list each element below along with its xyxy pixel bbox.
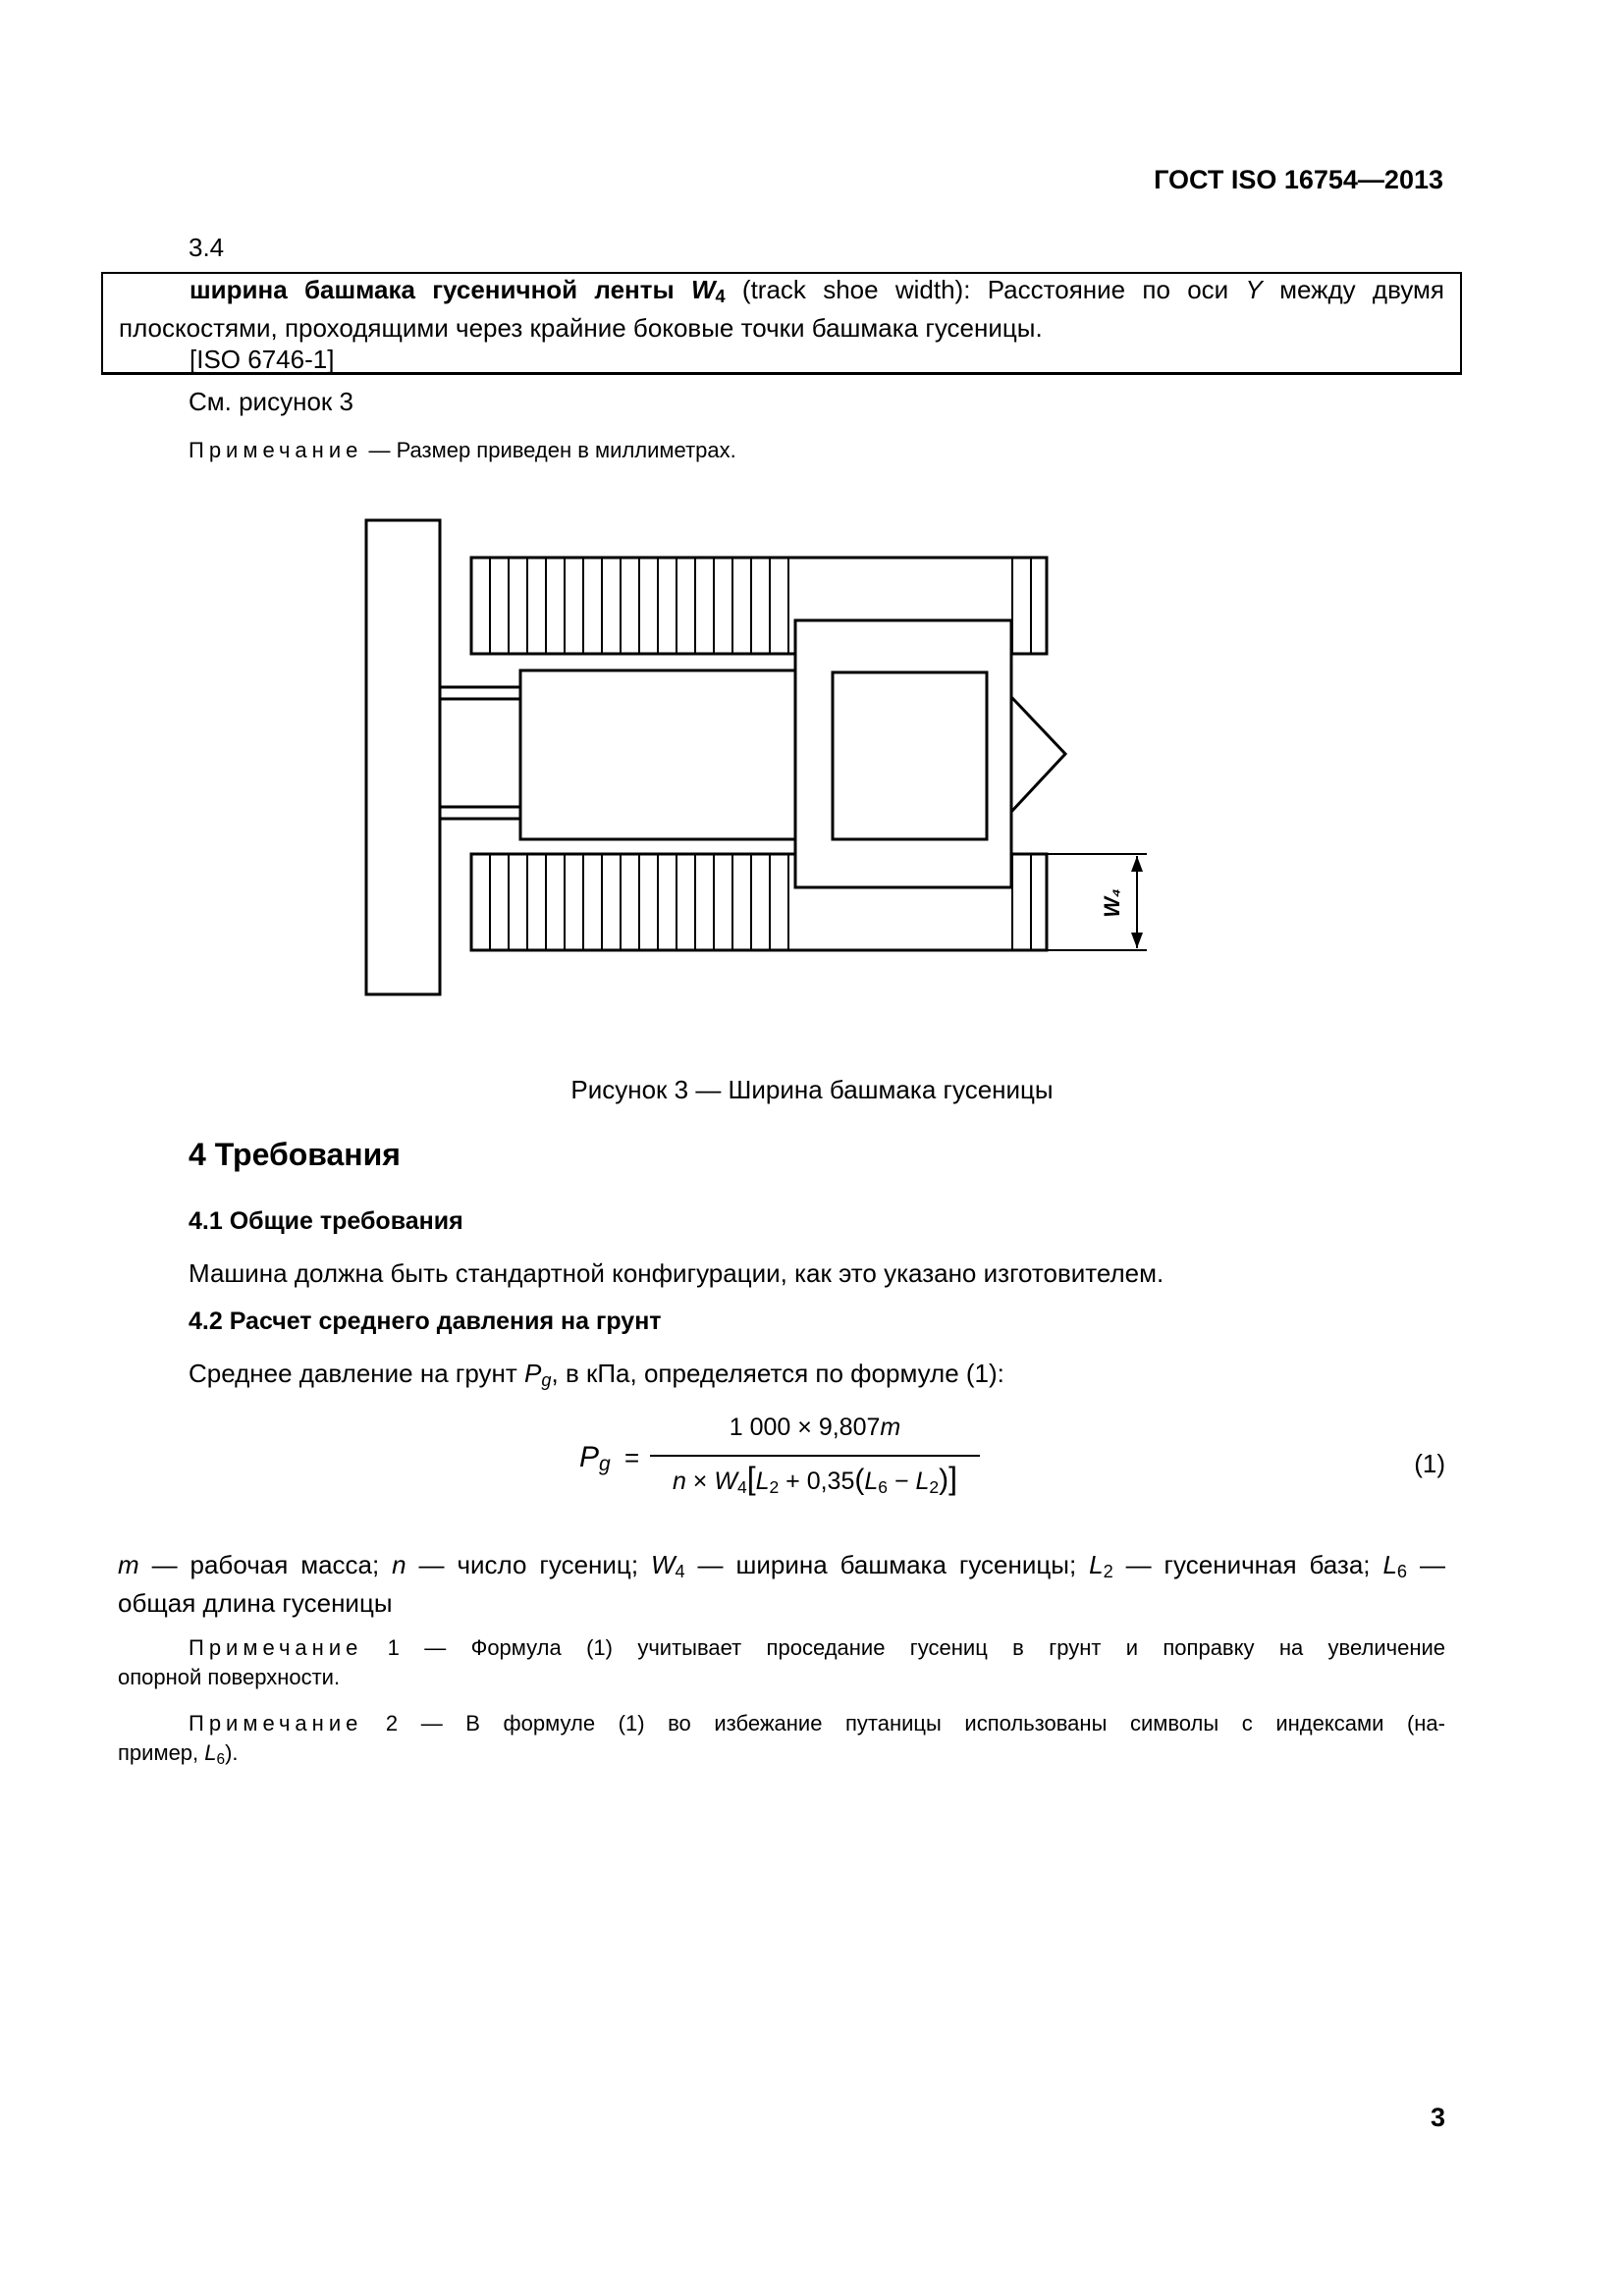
legend-n: n	[392, 1550, 406, 1579]
note-top-label: Примечание	[189, 438, 363, 462]
formula-denominator: $n \times W_4[L_2 + 0,35(L_6 - L_2)]$	[672, 1461, 958, 1497]
note-2	[118, 1709, 1445, 1775]
note-1-number: 1	[362, 1635, 400, 1660]
legend-l6: L	[1382, 1550, 1397, 1579]
section-4-1-title: 4.1 Общие требования	[189, 1207, 463, 1235]
legend-l6-sub: 6	[1396, 1562, 1408, 1581]
formula-equals: =	[624, 1443, 640, 1472]
formula-lhs-symbol: P	[579, 1441, 600, 1473]
page-number: 3	[1430, 2103, 1445, 2132]
note-2-text1: — В формуле (1) во избежание путаницы использованы символы с индексами (на-	[398, 1711, 1445, 1735]
note-2-label: Примечание	[189, 1711, 363, 1735]
term-def-part1: : Расстояние по оси	[963, 275, 1246, 304]
note-2-text2a: пример,	[118, 1740, 205, 1765]
term-definition-box	[101, 272, 1462, 375]
term-symbol-sub: 4	[715, 287, 726, 306]
note-2-text2b: ).	[225, 1740, 239, 1765]
formula-1	[579, 1414, 992, 1512]
note-1-line1	[118, 1633, 1445, 1663]
formula-numerator-const: 1 000 × 9,807	[729, 1414, 881, 1441]
front-pointer	[1011, 697, 1065, 812]
note-2-number: 2	[362, 1711, 399, 1735]
note-1-label: Примечание	[189, 1635, 363, 1660]
note-top-text: — Размер приведен в миллиметрах.	[362, 438, 736, 462]
formula-lhs-sub: g	[599, 1453, 611, 1475]
den-minus: −	[888, 1468, 916, 1495]
machine-cab	[795, 620, 1011, 887]
intro-text-b: , в кПа, определяется по формуле (1):	[551, 1359, 1004, 1388]
formula-lhs	[579, 1441, 611, 1476]
term-def-part2: между двумя	[1262, 275, 1445, 304]
den-times: ×	[685, 1468, 715, 1495]
section-4-2-intro	[189, 1358, 1004, 1396]
den-l2-sub: 2	[769, 1477, 780, 1497]
section-4-title: 4 Требования	[189, 1137, 401, 1172]
dimension-label-w4: W₄	[1100, 888, 1124, 918]
den-l2b-sub: 2	[929, 1477, 940, 1497]
term-definition-line2: плоскостями, проходящими через крайние боковые точки башмака гусеницы.	[119, 313, 1043, 343]
den-l2b: L	[915, 1468, 930, 1495]
term-number: 3.4	[189, 233, 225, 262]
legend-m: m	[118, 1550, 139, 1579]
formula-number: (1)	[1414, 1449, 1445, 1478]
den-l6-sub: 6	[878, 1477, 889, 1497]
formula-numerator	[650, 1414, 980, 1442]
intro-symbol: P	[524, 1359, 542, 1388]
den-coef: + 0,35	[779, 1468, 855, 1495]
term-definition-line1	[103, 274, 1460, 312]
den-l6: L	[864, 1468, 879, 1495]
note-1	[118, 1633, 1445, 1692]
note-2-symbol: L	[204, 1740, 217, 1765]
document-code: ГОСТ ISO 16754—2013	[1154, 165, 1443, 194]
formula-fraction-bar	[650, 1455, 980, 1457]
machine-frame-plate	[366, 520, 440, 994]
formula-legend-line1	[118, 1549, 1445, 1587]
den-w: W	[714, 1468, 737, 1495]
term-symbol: W	[690, 275, 716, 304]
den-n: n	[672, 1468, 686, 1495]
section-4-1-text: Машина должна быть стандартной конфигурации, как это указано изготовителем.	[189, 1258, 1164, 1288]
note-1-text1: — Формула (1) учитывает проседание гусениц в грунт и поправку на увеличение	[399, 1635, 1445, 1660]
legend-l6-text: —	[1407, 1550, 1445, 1579]
machine-body	[520, 670, 795, 839]
legend-w-text: — ширина башмака гусеницы;	[684, 1550, 1090, 1579]
term-name: ширина башмака гусеничной ленты	[189, 275, 675, 304]
intro-symbol-sub: g	[541, 1370, 552, 1390]
figure-track-shoe	[344, 510, 1159, 1001]
legend-l2-text: — гусеничная база;	[1112, 1550, 1383, 1579]
legend-l2-sub: 2	[1103, 1562, 1113, 1581]
term-source: [ISO 6746-1]	[189, 345, 335, 374]
figure-caption: Рисунок 3 — Ширина башмака гусеницы	[570, 1075, 1054, 1104]
den-w-sub: 4	[736, 1477, 747, 1497]
note-2-line2	[118, 1738, 1445, 1775]
legend-w: W	[650, 1550, 676, 1579]
legend-w-sub: 4	[675, 1562, 685, 1581]
formula-legend	[118, 1549, 1445, 1619]
den-l2: L	[755, 1468, 770, 1495]
term-english: (track shoe width)	[741, 275, 964, 304]
note-2-line1	[118, 1709, 1445, 1738]
term-def-axis: Y	[1245, 275, 1263, 304]
legend-l2: L	[1089, 1550, 1104, 1579]
note-top	[189, 436, 736, 465]
legend-n-text: — число гусениц;	[406, 1550, 651, 1579]
note-1-line2: опорной поверхности.	[118, 1665, 341, 1689]
see-figure-text: См. рисунок 3	[189, 387, 353, 416]
formula-numerator-var: m	[880, 1414, 901, 1441]
note-2-symbol-sub: 6	[216, 1751, 226, 1768]
legend-m-text: — рабочая масса;	[138, 1550, 393, 1579]
intro-text-a: Среднее давление на грунт	[189, 1359, 525, 1388]
formula-legend-line2: общая длина гусеницы	[118, 1588, 393, 1618]
section-4-2-title: 4.2 Расчет среднего давления на грунт	[189, 1308, 662, 1335]
